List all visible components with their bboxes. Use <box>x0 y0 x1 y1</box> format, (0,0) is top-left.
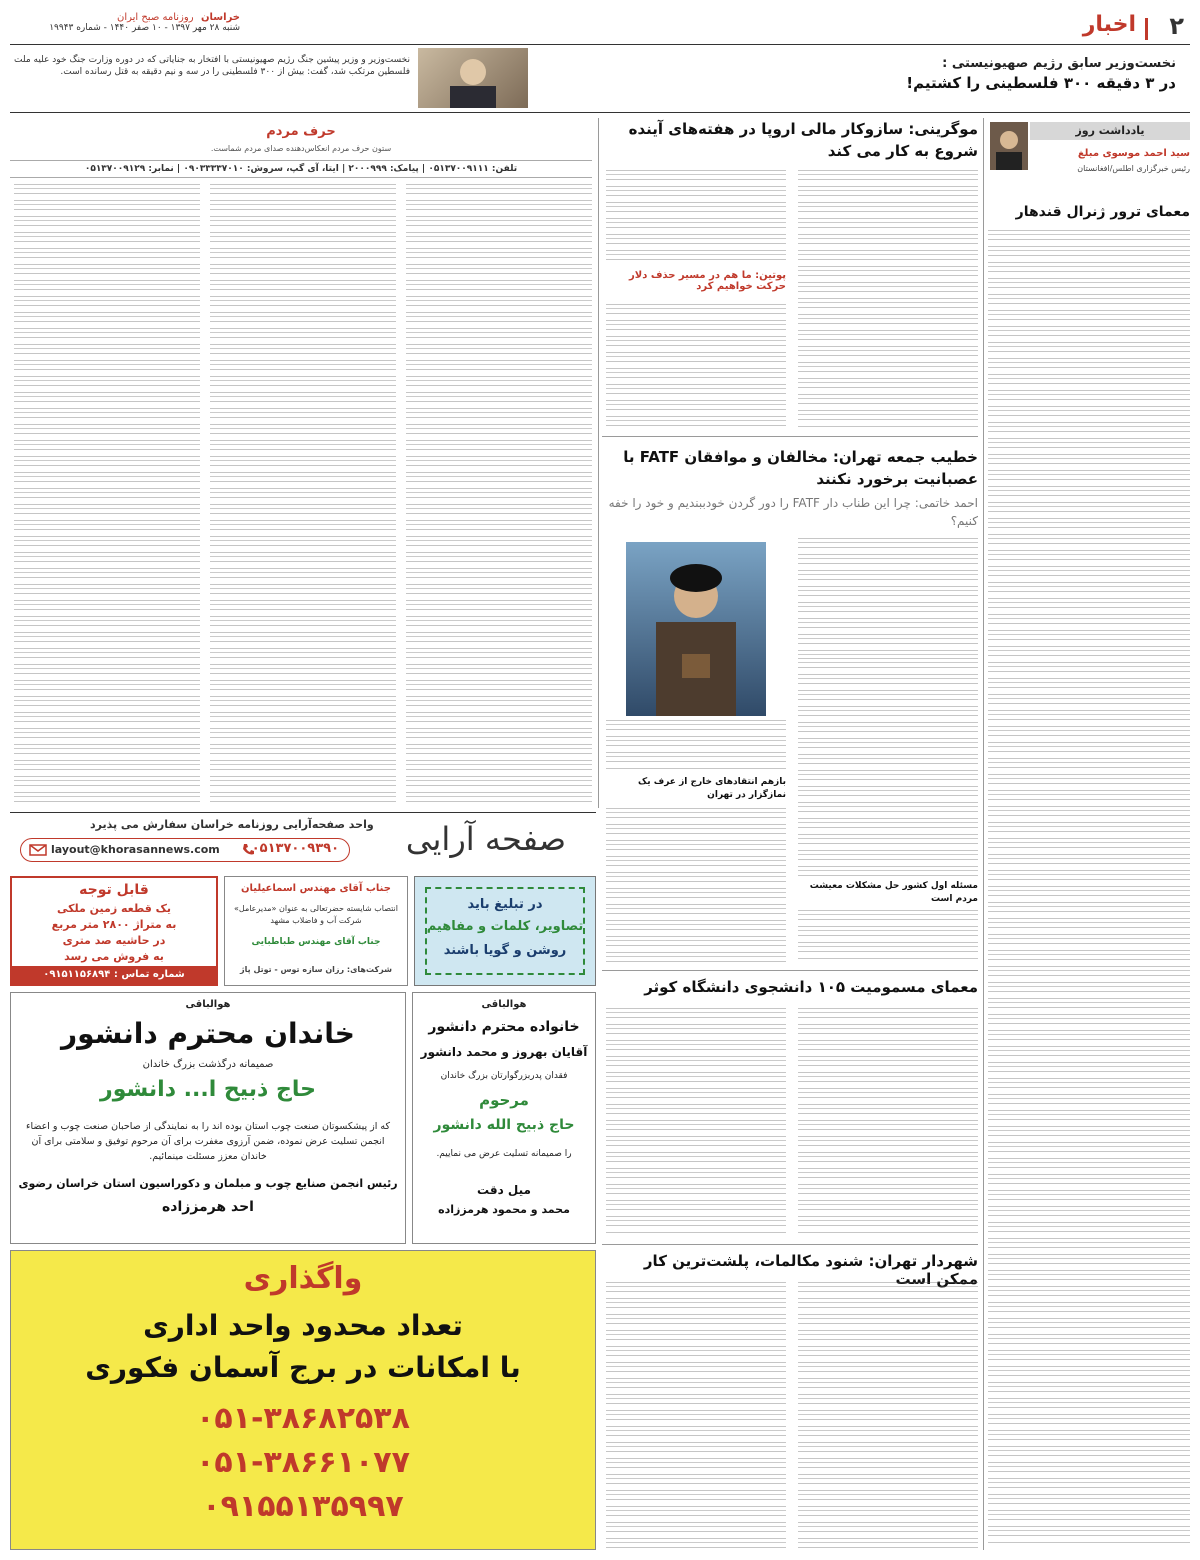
ad-green-line2: تصاویر، کلمات و مفاهیم <box>426 919 584 934</box>
condolence-right-line: فقدان پدربزرگوارتان بزرگ خاندان <box>440 1071 568 1081</box>
ad-layout <box>10 816 596 870</box>
condolence-right-name: حاج ذبیح الله دانشور <box>433 1117 575 1133</box>
paper-tagline: روزنامه صبح ایران <box>116 12 194 23</box>
mayor-body-right <box>798 1282 978 1548</box>
people-voice-col-2 <box>210 184 396 804</box>
people-voice-col-3 <box>14 184 200 804</box>
paper-name: خراسان <box>201 12 240 23</box>
top-story-kicker: نخست‌وزیر سابق رژیم صهیونیستی : <box>942 56 1176 71</box>
imam-body-left-2 <box>606 808 786 962</box>
imam-headline: خطیب جمعه تهران: مخالفان و موافقان FATF با عصبانیت برخورد نکنند <box>623 448 978 488</box>
ad-layout-email: layout@khorasannews.com <box>51 843 220 856</box>
ad-thanks <box>224 876 408 986</box>
condolence-left-signer: احد هرمززاده <box>162 1199 254 1215</box>
ad-land-line1: یک قطعه زمین ملکی <box>56 902 172 915</box>
people-voice-contacts: تلفن: ۰۵۱۳۷۰۰۹۱۱۱ | پیامک: ۲۰۰۰۹۹۹ | ایتا، آی گپ، سروش: ۰۹۰۳۳۳۳۷۰۱۰ | نمابر: ۰۵۱۳۷۰۰۹۱۲۹ <box>10 160 592 178</box>
poison-body-right <box>798 1008 978 1236</box>
eu-headline: موگرینی: سازوکار مالی اروپا در هفته‌های آینده شروع به کار می کند <box>628 120 978 160</box>
people-voice-col-1 <box>406 184 592 804</box>
author-role: رئیس خبرگزاری اطلس/افغانستان <box>1077 164 1190 173</box>
ad-condolence-left <box>10 992 406 1244</box>
imam-subhead: احمد خاتمی: چرا این طناب دار FATF را دور گردن خودببندیم و خود را خفه کنیم؟ <box>608 496 978 528</box>
eu-body-left-2 <box>606 304 786 428</box>
eu-subhead: پوتین: ما هم در مسیر حذف دلار حرکت خواهیم کرد <box>629 270 786 292</box>
ad-land-line2: به متراژ ۲۸۰۰ متر مربع <box>51 918 177 931</box>
ad-land <box>10 876 218 986</box>
eu-body-left <box>606 170 786 266</box>
cleric-portrait-icon <box>626 542 766 716</box>
ad-land-line4: به فروش می رسد <box>64 950 164 963</box>
ad-lease-line1: تعداد محدود واحد اداری <box>143 1309 463 1342</box>
mayor-headline: شهردار تهران: شنود مکالمات، پلشت‌ترین کار ممکن است <box>643 1252 978 1288</box>
condolence-right-title: خانواده محترم دانشور <box>428 1019 580 1035</box>
ad-lease-phone-3: ۰۹۱۵۵۱۳۵۹۹۷ <box>202 1489 404 1524</box>
author-name: سید احمد موسوی مبلغ <box>1077 148 1190 159</box>
ad-green-line1: در تبلیغ باید <box>467 897 543 912</box>
mail-icon <box>29 844 47 856</box>
ad-lease-phone-1: ۰۵۱-۳۸۶۸۲۵۳۸ <box>196 1401 410 1436</box>
issue-line: شنبه ۲۸ مهر ۱۳۹۷ - ۱۰ صفر ۱۴۴۰ - شماره ۱۹۹۴۳ <box>49 23 240 33</box>
ad-layout-phone: ۰۵۱۳۷۰۰۹۳۹۰ <box>251 841 339 856</box>
ad-lease-phone-2: ۰۵۱-۳۸۶۶۱۰۷۷ <box>196 1445 410 1480</box>
section-title: اخبار <box>1082 12 1136 37</box>
poison-body-left <box>606 1008 786 1236</box>
imam-sub1: بازهم انتقادهای خارج از عرف یک نمازگزار در تهران <box>638 777 786 800</box>
people-voice <box>10 118 592 808</box>
ad-land-phone: شماره تماس : ۰۹۱۵۱۱۵۶۸۹۴ <box>12 966 216 984</box>
top-story-headline: در ۳ دقیقه ۳۰۰ فلسطینی را کشتیم! <box>906 74 1176 92</box>
page-header <box>10 10 1190 44</box>
author-photo <box>990 122 1028 170</box>
top-story-rule <box>10 112 1190 113</box>
people-voice-subtitle: ستون حرف مردم انعکاس‌دهنده صدای مردم شماست. <box>210 144 392 153</box>
eu-body-right <box>798 170 978 428</box>
imam-rule <box>602 970 978 971</box>
eu-rule <box>602 436 978 437</box>
masthead-mini <box>10 12 240 33</box>
imam-sub2: مسئله اول کشور حل مشکلات معیشت مردم است <box>809 881 978 904</box>
condolence-right-signer2: محمد و محمود هرمززاده <box>438 1203 570 1216</box>
ad-green <box>414 876 596 986</box>
ads-rule <box>10 812 596 813</box>
imam-photo <box>626 542 766 716</box>
condolence-right-signer1: میل دقت <box>477 1183 531 1197</box>
portrait-icon <box>418 48 528 108</box>
condolence-left-line: صمیمانه درگذشت بزرگ خاندان <box>142 1059 274 1070</box>
ad-thanks-body: انتصاب شایسته حضرتعالی به عنوان «مدیرعامل» شرکت آب و فاضلاب مشهد <box>233 904 399 925</box>
mayor-body-left <box>606 1282 786 1548</box>
note-body <box>988 230 1190 1546</box>
top-story-photo <box>418 48 528 108</box>
section-divider <box>1145 18 1148 40</box>
top-story <box>10 48 1190 108</box>
ad-thanks-footer: شرکت‌های: رزان سازه توس - توتل پاژ <box>240 965 392 974</box>
note-column <box>988 118 1190 1550</box>
note-tag-label: یادداشت روز <box>1075 124 1145 137</box>
ad-lease-line2: با امکانات در برج آسمان فکوری <box>85 1351 521 1384</box>
condolence-left-signer-role: رئیس انجمن صنایع چوب و مبلمان و دکوراسیون استان خراسان رضوی <box>18 1177 398 1190</box>
header-rule <box>10 44 1190 45</box>
condolence-right-prefix: مرحوم <box>479 1091 529 1109</box>
imam-body-right-2 <box>798 658 978 876</box>
ad-green-line3: روشن و گویا باشند <box>443 943 567 958</box>
ad-thanks-title: جناب آقای مهندس اسماعیلیان <box>241 883 391 894</box>
note-tag <box>1030 122 1190 140</box>
ad-lease <box>10 1250 596 1550</box>
condolence-left-header: هوالباقی <box>185 999 231 1010</box>
ad-layout-title: صفحه آرایی <box>405 820 566 858</box>
ad-land-line3: در حاشیه صد متری <box>62 934 166 947</box>
author-portrait-icon <box>990 122 1028 170</box>
ad-layout-line: واحد صفحه‌آرایی روزنامه خراسان سفارش می پذیرد <box>90 818 374 831</box>
middle-column <box>602 118 978 1550</box>
col-rule-2 <box>598 118 599 808</box>
people-voice-title: حرف مردم <box>266 124 336 139</box>
poison-headline: معمای مسمومیت ۱۰۵ دانشجوی دانشگاه کوثر <box>644 978 978 996</box>
ad-lease-title: واگذاری <box>243 1261 363 1296</box>
condolence-left-body: که از پیشکسوتان صنعت چوب استان بوده اند را به نمایندگی از صاحبان صنعت چوب و اعضاء انجمن تسلیت عرض نموده، ضمن آرزوی مغفرت برای آن مرحوم توفیق و سلامتی برای آن خاندان معزز مسئلت مینمائیم. <box>25 1121 391 1162</box>
page-number: ۲ <box>1169 12 1184 40</box>
col-rule-1 <box>983 118 984 1550</box>
condolence-right-names: آقایان بهروز و محمد دانشور <box>420 1045 588 1059</box>
condolence-left-title: خاندان محترم دانشور <box>61 1017 355 1050</box>
condolence-left-name: حاج ذبیح ا... دانشور <box>100 1077 316 1102</box>
poison-rule <box>602 1244 978 1245</box>
ad-thanks-name: جناب آقای مهندس طباطبایی <box>251 937 381 947</box>
ad-land-title: قابل توجه <box>79 882 149 898</box>
ad-layout-contact <box>20 838 350 862</box>
ad-condolence-right <box>412 992 596 1244</box>
top-story-lead: نخست‌وزیر و وزیر پیشین جنگ رژیم صهیونیستی با افتخار به جنایاتی که در دوره وزارت جنگ خود علیه ملت فلسطین مرتکب شد، گفت: بیش از ۳۰۰ فلسطینی را در سه و نیم دقیقه به قتل رسانده است. <box>14 55 410 77</box>
imam-body-right-3 <box>798 910 978 962</box>
note-headline: معمای ترور ژنرال قندهار <box>1015 204 1190 220</box>
imam-body-left <box>606 720 786 772</box>
imam-body-right <box>798 538 978 658</box>
condolence-right-header: هوالباقی <box>481 999 527 1010</box>
condolence-right-body: را صمیمانه تسلیت عرض می نماییم. <box>436 1149 572 1159</box>
